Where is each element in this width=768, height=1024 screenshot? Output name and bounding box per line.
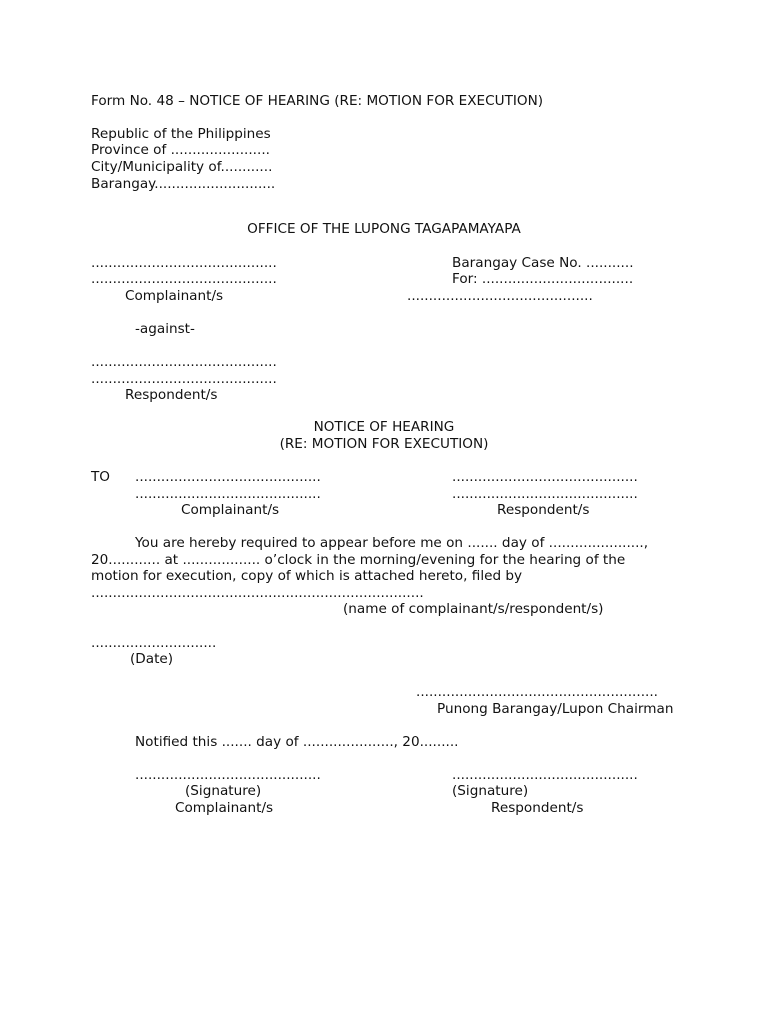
respondent-label: Respondent/s [125, 387, 218, 403]
complainant-label: Complainant/s [125, 288, 224, 304]
case-for: For: ................................... [452, 271, 634, 287]
to-complainant-blank-2: ........................................... [135, 486, 321, 502]
office-heading: OFFICE OF THE LUPONG TAGAPAMAYAPA [247, 221, 521, 237]
body-line-2: 20............ at .................. o’clock in the morning/evening for the hearing of the [91, 552, 626, 568]
complainant-signature-label: (Signature) [185, 783, 262, 799]
complainant-signature-blank: ........................................... [135, 767, 321, 783]
respondent-blank-2: ........................................... [91, 371, 277, 387]
notice-title: NOTICE OF HEARING [313, 419, 455, 435]
date-blank: ............................. [91, 635, 217, 651]
chairman-label: Punong Barangay/Lupon Chairman [437, 701, 674, 717]
to-complainant-blank-1: ........................................... [135, 469, 321, 485]
case-number: Barangay Case No. ........... [452, 255, 634, 271]
chairman-signature-blank: ........................................................ [416, 684, 658, 700]
against-label: -against- [135, 321, 195, 337]
date-label: (Date) [130, 651, 174, 667]
notified-line: Notified this ....... day of ....................., 20......... [135, 734, 459, 750]
respondent-signature-blank: ........................................... [452, 767, 638, 783]
body-line-3: motion for execution, copy of which is attached hereto, filed by [91, 568, 523, 584]
notice-subtitle: (RE: MOTION FOR EXECUTION) [279, 436, 489, 452]
barangay-line: Barangay............................ [91, 176, 276, 192]
to-respondent-label: Respondent/s [497, 502, 590, 518]
city-line: City/Municipality of............ [91, 159, 273, 175]
respondent-blank-1: ........................................... [91, 354, 277, 370]
case-for-blank: ........................................... [407, 288, 593, 304]
body-line-4: ............................................................................. [91, 585, 424, 601]
signature-complainant-label: Complainant/s [175, 800, 274, 816]
complainant-blank-2: ........................................... [91, 271, 277, 287]
republic-line: Republic of the Philippines [91, 126, 271, 142]
respondent-signature-label: (Signature) [452, 783, 529, 799]
name-label: (name of complainant/s/respondent/s) [343, 601, 604, 617]
to-complainant-label: Complainant/s [181, 502, 280, 518]
form-title: Form No. 48 – NOTICE OF HEARING (RE: MOTION FOR EXECUTION) [91, 93, 544, 109]
to-label: TO [91, 469, 111, 485]
to-respondent-blank-2: ........................................... [452, 486, 638, 502]
complainant-blank-1: ........................................... [91, 255, 277, 271]
to-respondent-blank-1: ........................................... [452, 469, 638, 485]
province-line: Province of ....................... [91, 142, 270, 158]
signature-respondent-label: Respondent/s [491, 800, 584, 816]
body-line-1: You are hereby required to appear before me on ....... day of ......................, [135, 535, 649, 551]
